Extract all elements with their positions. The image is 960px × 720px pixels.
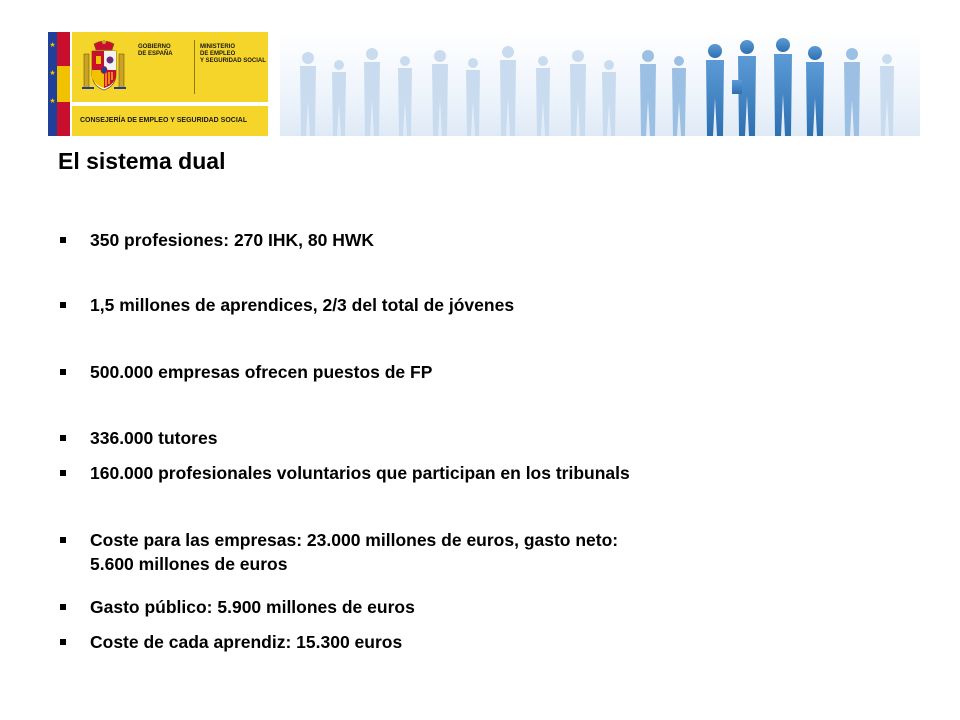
list-item-text: 1,5 millones de aprendices, 2/3 del total de jóvenes: [90, 295, 515, 315]
star-icon: ★: [49, 98, 56, 105]
list-item-text: 336.000 tutores: [90, 428, 218, 448]
consejeria-bar: [72, 106, 268, 136]
square-bullet-icon: [60, 470, 66, 476]
square-bullet-icon: [60, 302, 66, 308]
square-bullet-icon: [60, 369, 66, 375]
square-bullet-icon: [60, 537, 66, 543]
list-item-text: Coste para las empresas: 23.000 millones de euros, gasto neto: 5.600 millones de euros: [90, 530, 619, 574]
ministerio-label: MINISTERIO DE EMPLEO Y SEGURIDAD SOCIAL: [200, 44, 266, 64]
government-logo: [72, 32, 268, 102]
logo-divider: [194, 40, 195, 94]
coat-of-arms-icon: [80, 38, 128, 96]
list-item-text: 500.000 empresas ofrecen puestos de FP: [90, 362, 433, 382]
consejeria-label: CONSEJERÍA DE EMPLEO Y SEGURIDAD SOCIAL: [80, 117, 248, 124]
star-icon: ★: [49, 42, 56, 49]
gobierno-label: GOBIERNO DE ESPAÑA: [138, 44, 173, 57]
people-silhouettes-image: [280, 32, 920, 136]
list-item-text: Coste de cada aprendiz: 15.300 euros: [90, 632, 403, 652]
slide-title: El sistema dual: [58, 148, 226, 174]
list-item-text: 350 profesiones: 270 IHK, 80 HWK: [90, 230, 374, 250]
square-bullet-icon: [60, 435, 66, 441]
list-item-text: 160.000 profesionales voluntarios que participan en los tribunals: [90, 463, 630, 483]
spain-flag-strip: [48, 32, 70, 136]
list-item-text: Gasto público: 5.900 millones de euros: [90, 597, 415, 617]
square-bullet-icon: [60, 604, 66, 610]
header-banner: [48, 32, 920, 136]
square-bullet-icon: [60, 237, 66, 243]
star-icon: ★: [49, 70, 56, 77]
square-bullet-icon: [60, 639, 66, 645]
